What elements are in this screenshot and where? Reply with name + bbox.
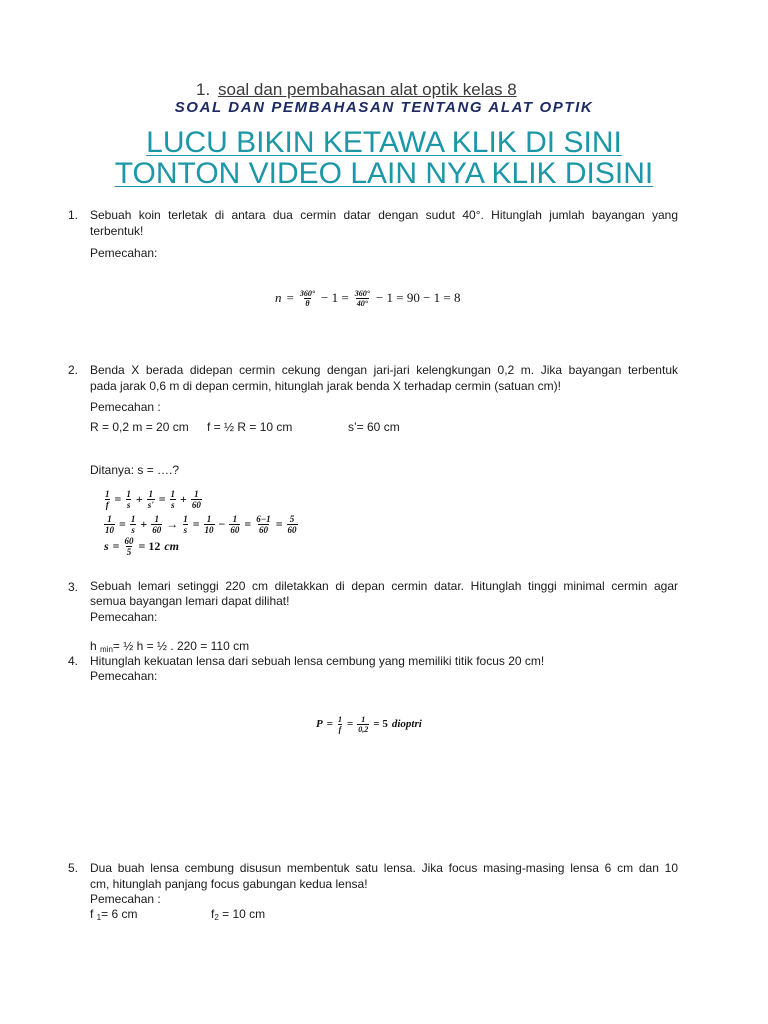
question-line: cm, hitunglah panjang focus gabungan kedua lensa!	[90, 877, 368, 891]
fraction-numerator: 1	[194, 488, 199, 499]
question-text	[90, 653, 678, 669]
question-line: Benda X berada didepan cermin cekung dengan jari-jari kelengkungan 0,2 m. Jika bayangan terbentuk	[90, 363, 678, 377]
question-line: Hitunglah kekuatan lensa dari sebuah lensa cembung yang memiliki titik focus 20 cm!	[90, 654, 545, 668]
q2-formula-line-1	[104, 487, 202, 511]
q2-formula-line-3	[104, 535, 179, 557]
fraction-numerator: 6−1	[256, 513, 271, 524]
fraction	[287, 514, 298, 535]
formula-symbol: =	[326, 718, 334, 730]
given-focus: f = ½ R = 10 cm	[207, 420, 293, 434]
fraction-denominator: 60	[287, 524, 297, 535]
fraction-denominator: s	[183, 524, 188, 535]
fraction	[151, 514, 162, 535]
fraction-denominator: s'	[147, 499, 154, 510]
answer-expression: = ½ h = ½ . 220 = 110 cm	[112, 639, 250, 653]
funny-video-link[interactable]: LUCU BIKIN KETAWA KLIK DI SINI	[146, 126, 622, 159]
formula-symbol: +	[180, 491, 187, 506]
given-value: = 10 cm	[218, 907, 266, 921]
fraction	[357, 715, 369, 734]
fraction-denominator: 10	[105, 524, 114, 535]
question-text	[90, 579, 678, 609]
formula-symbol: s	[104, 538, 109, 553]
answer-variable: h	[90, 639, 101, 653]
solution-label: Pemecahan:	[90, 610, 158, 624]
fraction-denominator: 40°	[356, 298, 368, 308]
header-subtitle: SOAL DAN PEMBAHASAN TENTANG ALAT OPTIK	[174, 99, 594, 116]
fraction-numerator: 1	[361, 714, 366, 724]
fraction-numerator: 60	[124, 535, 134, 546]
given-focus-1	[90, 906, 137, 922]
given-variable: f	[211, 907, 215, 921]
fraction-numerator: 1	[126, 488, 131, 499]
fraction-numerator: 1	[183, 513, 188, 524]
fraction	[182, 514, 189, 535]
question-text	[90, 362, 678, 394]
formula-symbol: dioptri	[391, 718, 422, 730]
formula-symbol: =	[244, 516, 252, 531]
fraction-numerator: 360°	[354, 288, 370, 298]
fraction-denominator: 60	[152, 524, 162, 535]
formula-symbol: − 1 =	[321, 290, 349, 305]
solution-label: Pemecahan :	[90, 400, 161, 414]
fraction	[104, 489, 111, 510]
given-focus-2	[211, 906, 265, 922]
fraction	[170, 489, 177, 510]
question-line: terbentuk!	[90, 224, 144, 238]
question-text	[90, 860, 678, 892]
formula-symbol: =	[158, 491, 166, 506]
formula-symbol: =	[286, 290, 294, 305]
question-line: semua bayangan lemari dapat dilihat!	[90, 594, 290, 608]
fraction-numerator: 1	[170, 488, 176, 499]
fraction-denominator: 5	[126, 546, 132, 557]
fraction	[130, 514, 137, 535]
fraction	[354, 289, 371, 308]
q1-formula	[275, 283, 461, 313]
question-number: 2.	[68, 363, 79, 377]
given-image-distance: s’= 60 cm	[348, 420, 400, 434]
fraction-numerator: 1	[232, 513, 238, 524]
solution-label: Pemecahan:	[90, 246, 158, 260]
formula-symbol: − 1 = 90 − 1 = 8	[375, 290, 461, 305]
fraction-denominator: 0,2	[358, 724, 369, 734]
fraction-numerator: 1	[206, 513, 212, 524]
formula-symbol: =	[192, 516, 200, 531]
question-number: 1.	[68, 208, 79, 222]
fraction-denominator: s	[171, 499, 175, 510]
fraction	[124, 536, 135, 557]
q4-formula	[316, 710, 422, 738]
fraction-denominator: 60	[230, 524, 240, 535]
question-line: Sebuah koin terletak di antara dua cermin datar dengan sudut 40°. Hitunglah jumlah bayangan yang	[90, 208, 678, 222]
question-line: Dua buah lensa cembung disusun membentuk satu lensa. Jika focus masing-masing lensa 6 cm dan 10	[90, 861, 678, 875]
fraction	[255, 514, 271, 535]
question-line: pada jarak 0,6 m di depan cermin, hitunglah jarak benda X terhadap cermin (satuan cm)!	[90, 379, 561, 393]
fraction	[125, 489, 132, 510]
formula-symbol: =	[114, 491, 122, 506]
given-subscript: 2	[214, 913, 219, 922]
fraction-numerator: 1	[148, 488, 153, 499]
fraction-numerator: 1	[154, 513, 159, 524]
formula-symbol: =	[347, 718, 354, 730]
formula-symbol: cm	[164, 538, 180, 553]
asked-statement: Ditanya: s = ….?	[90, 463, 180, 477]
given-variable: f	[90, 907, 97, 921]
other-videos-link[interactable]: TONTON VIDEO LAIN NYA KLIK DISINI	[114, 157, 654, 190]
fraction	[191, 489, 202, 510]
given-subscript: 1	[96, 913, 102, 922]
fraction	[299, 289, 316, 308]
fraction-numerator: 1	[105, 488, 110, 499]
fraction-denominator: 60	[191, 499, 201, 510]
formula-symbol: n	[275, 290, 282, 305]
fraction-denominator: 60	[258, 524, 268, 535]
q3-answer	[90, 638, 249, 654]
solution-label: Pemecahan :	[90, 892, 161, 906]
fraction-denominator: 10	[204, 524, 214, 535]
formula-symbol: = 12	[138, 538, 161, 553]
formula-symbol: = 5	[373, 718, 388, 730]
formula-symbol: →	[166, 516, 179, 531]
question-number: 4.	[68, 654, 79, 668]
header-title-link[interactable]: soal dan pembahasan alat optik kelas 8	[218, 80, 517, 99]
fraction-numerator: 1	[130, 513, 136, 524]
formula-symbol: =	[275, 516, 283, 531]
fraction-numerator: 1	[338, 714, 343, 724]
question-line: Sebuah lemari setinggi 220 cm diletakkan di depan cermin datar. Hitunglah tinggi minimal cermin agar	[90, 579, 678, 593]
q2-formula-line-2	[104, 512, 298, 536]
given-value: = 6 cm	[101, 907, 138, 921]
fraction-denominator: f	[105, 499, 109, 510]
fraction	[204, 514, 215, 535]
fraction-denominator: θ	[305, 298, 310, 308]
fraction	[229, 514, 240, 535]
formula-symbol: P	[316, 718, 323, 730]
fraction-numerator: 5	[289, 513, 295, 524]
formula-symbol: =	[112, 538, 120, 553]
question-number: 3.	[68, 580, 79, 594]
fraction-numerator: 360°	[299, 288, 316, 298]
question-text	[90, 207, 678, 239]
formula-symbol: +	[135, 491, 143, 506]
fraction-denominator: s	[131, 524, 135, 535]
fraction	[147, 489, 155, 510]
fraction	[104, 514, 115, 535]
fraction-denominator: s	[126, 499, 131, 510]
given-radius: R = 0,2 m = 20 cm	[90, 420, 189, 434]
solution-label: Pemecahan:	[90, 669, 158, 683]
formula-symbol: =	[119, 516, 126, 531]
formula-symbol: +	[140, 516, 148, 531]
fraction-numerator: 1	[107, 513, 112, 524]
fraction-denominator: f	[338, 724, 342, 734]
answer-subscript: min	[100, 645, 113, 654]
header-list-number: 1.	[196, 80, 211, 99]
question-number: 5.	[68, 861, 79, 875]
fraction	[337, 715, 343, 734]
formula-symbol: −	[218, 516, 226, 531]
